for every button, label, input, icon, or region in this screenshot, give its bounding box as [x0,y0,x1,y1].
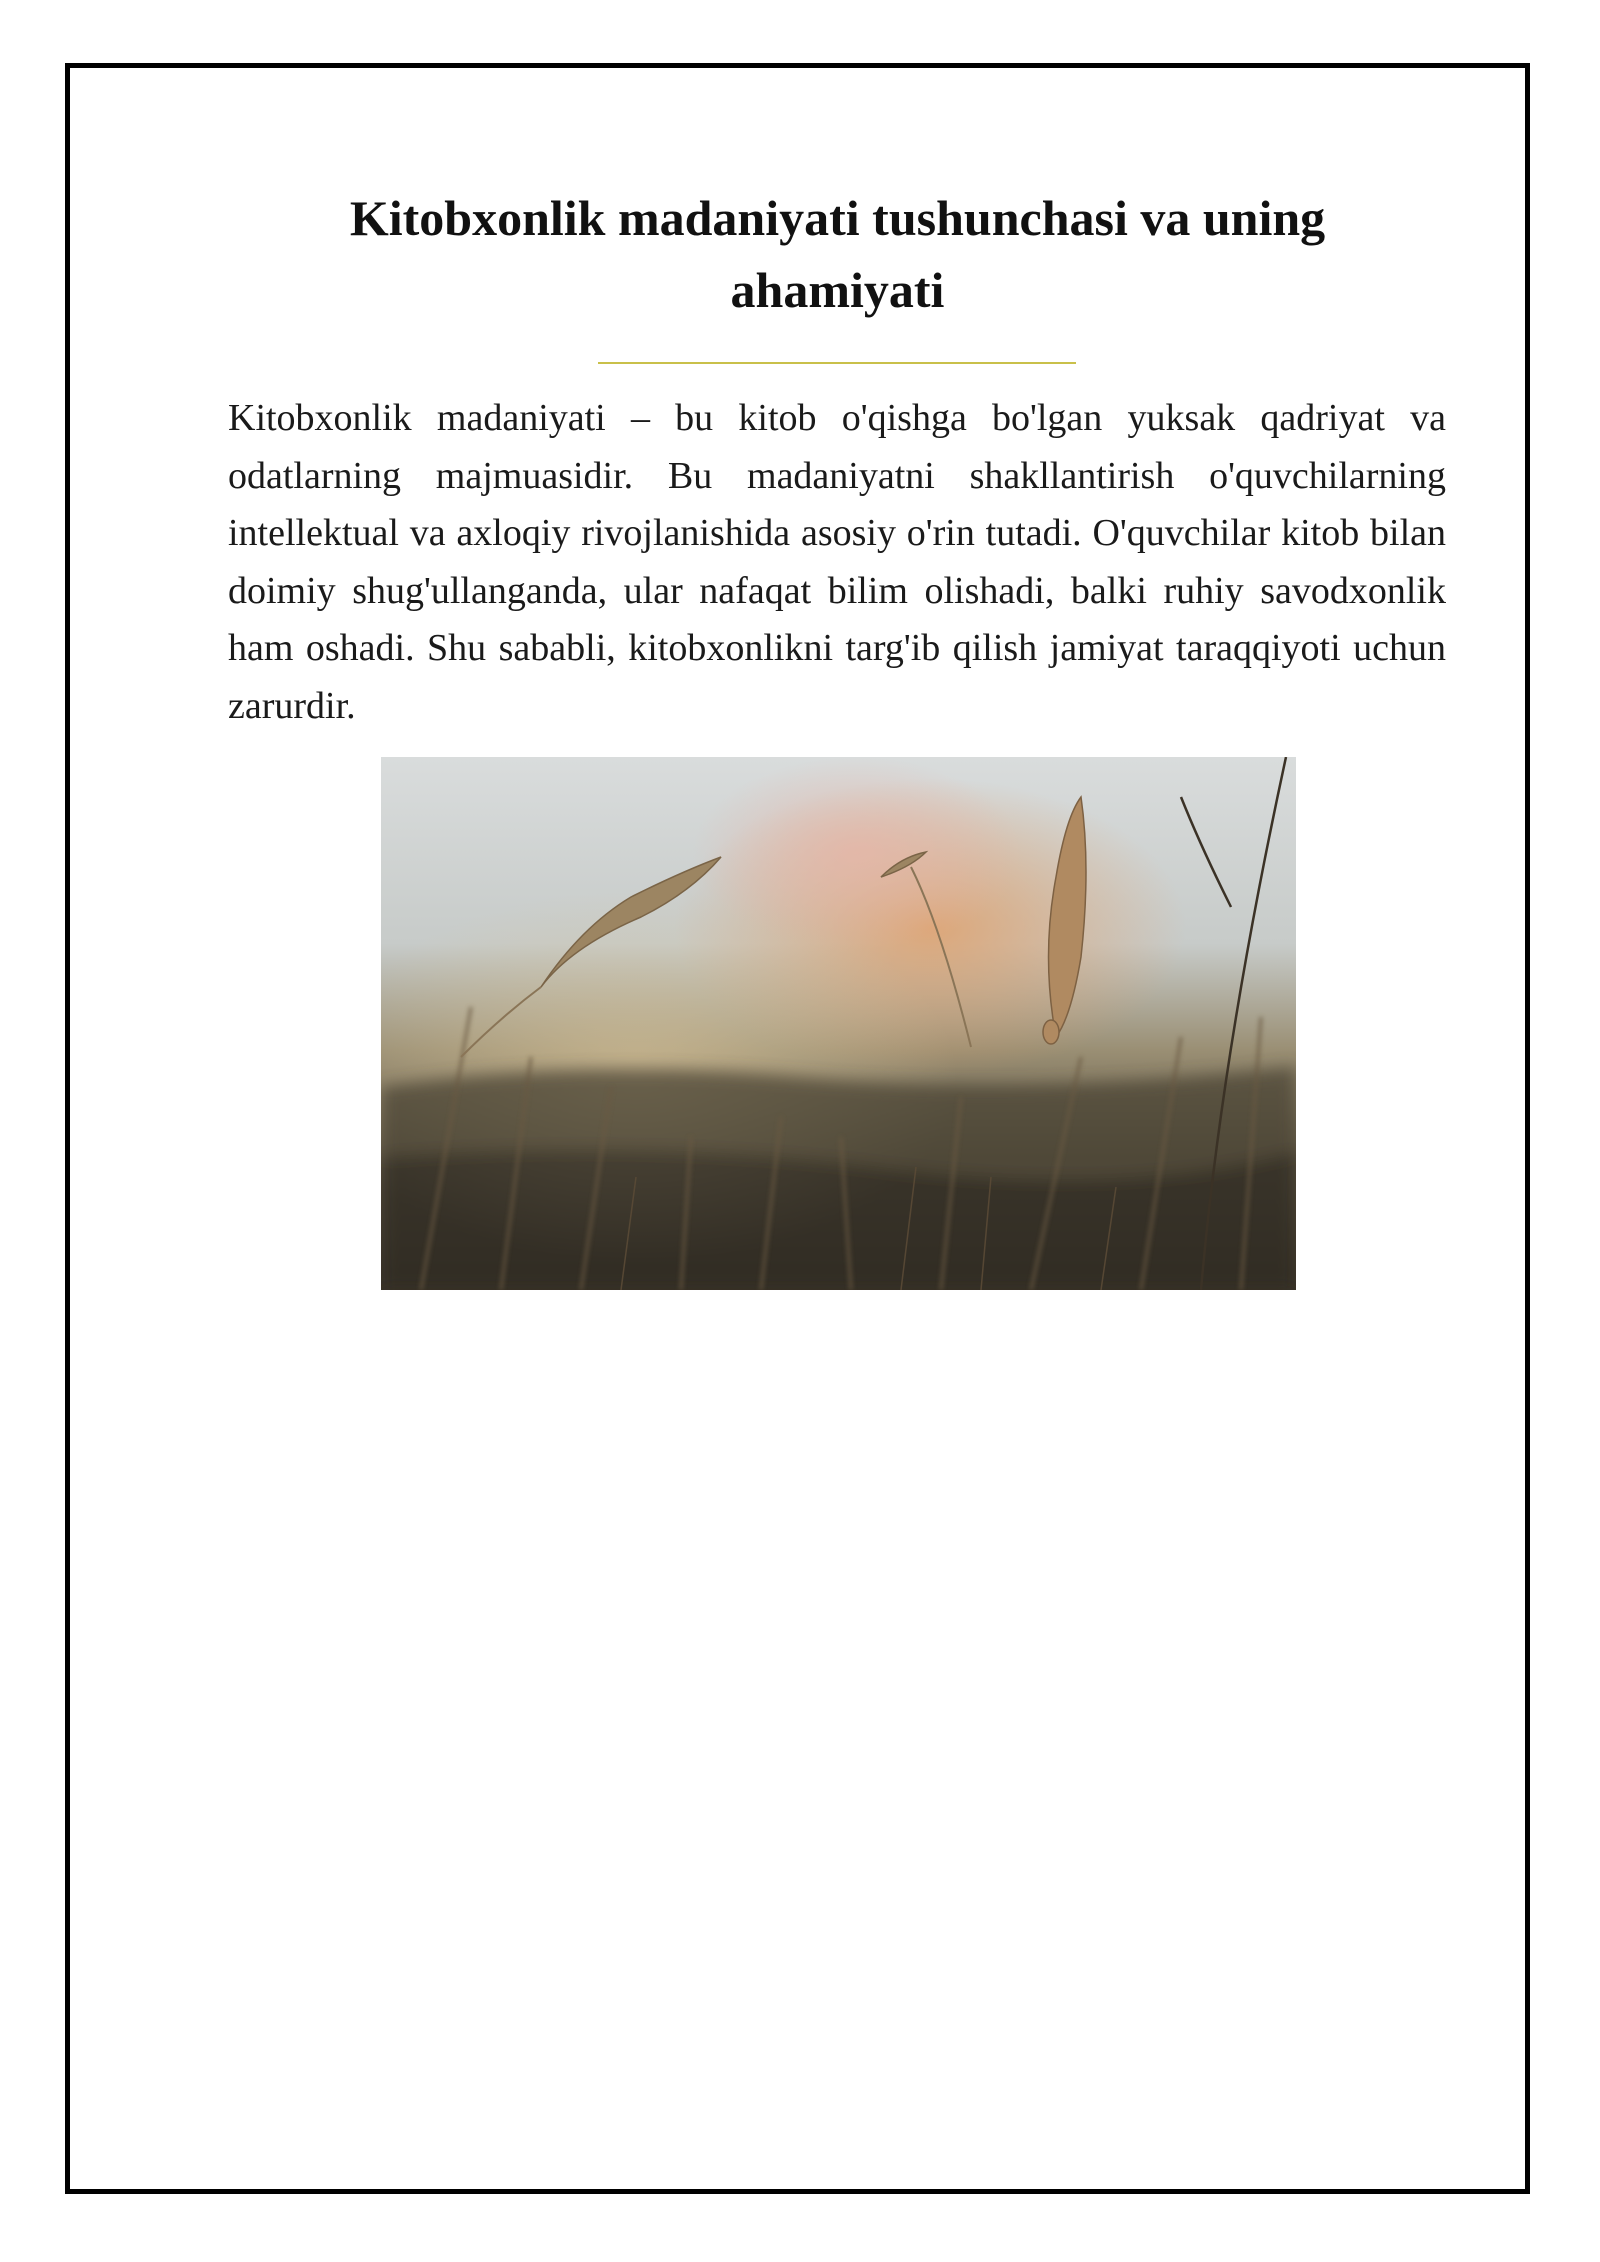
body-paragraph: Kitobxonlik madaniyati – bu kitob o'qishga bo'lgan yuksak qadriyat va odatlarning majmuasidir. Bu madaniyatni shakllantirish o'quvchilarning intellektual va axloqiy rivojlanishida asosiy o'rin tutadi. O'quvchilar kitob bilan doimiy shug'ullanganda, ular nafaqat bilim olishadi, balki ruhiy savodxonlik ham oshadi. Shu sababli, kitobxonlikni targ'ib qilish jamiyat taraqqiyoti uchun zarurdir. [228,397,1446,727]
document-title: Kitobxonlik madaniyati tushunchasi va uning ahamiyati [349,190,1326,318]
wheat-photo [381,757,1296,1290]
title-divider [598,362,1076,364]
